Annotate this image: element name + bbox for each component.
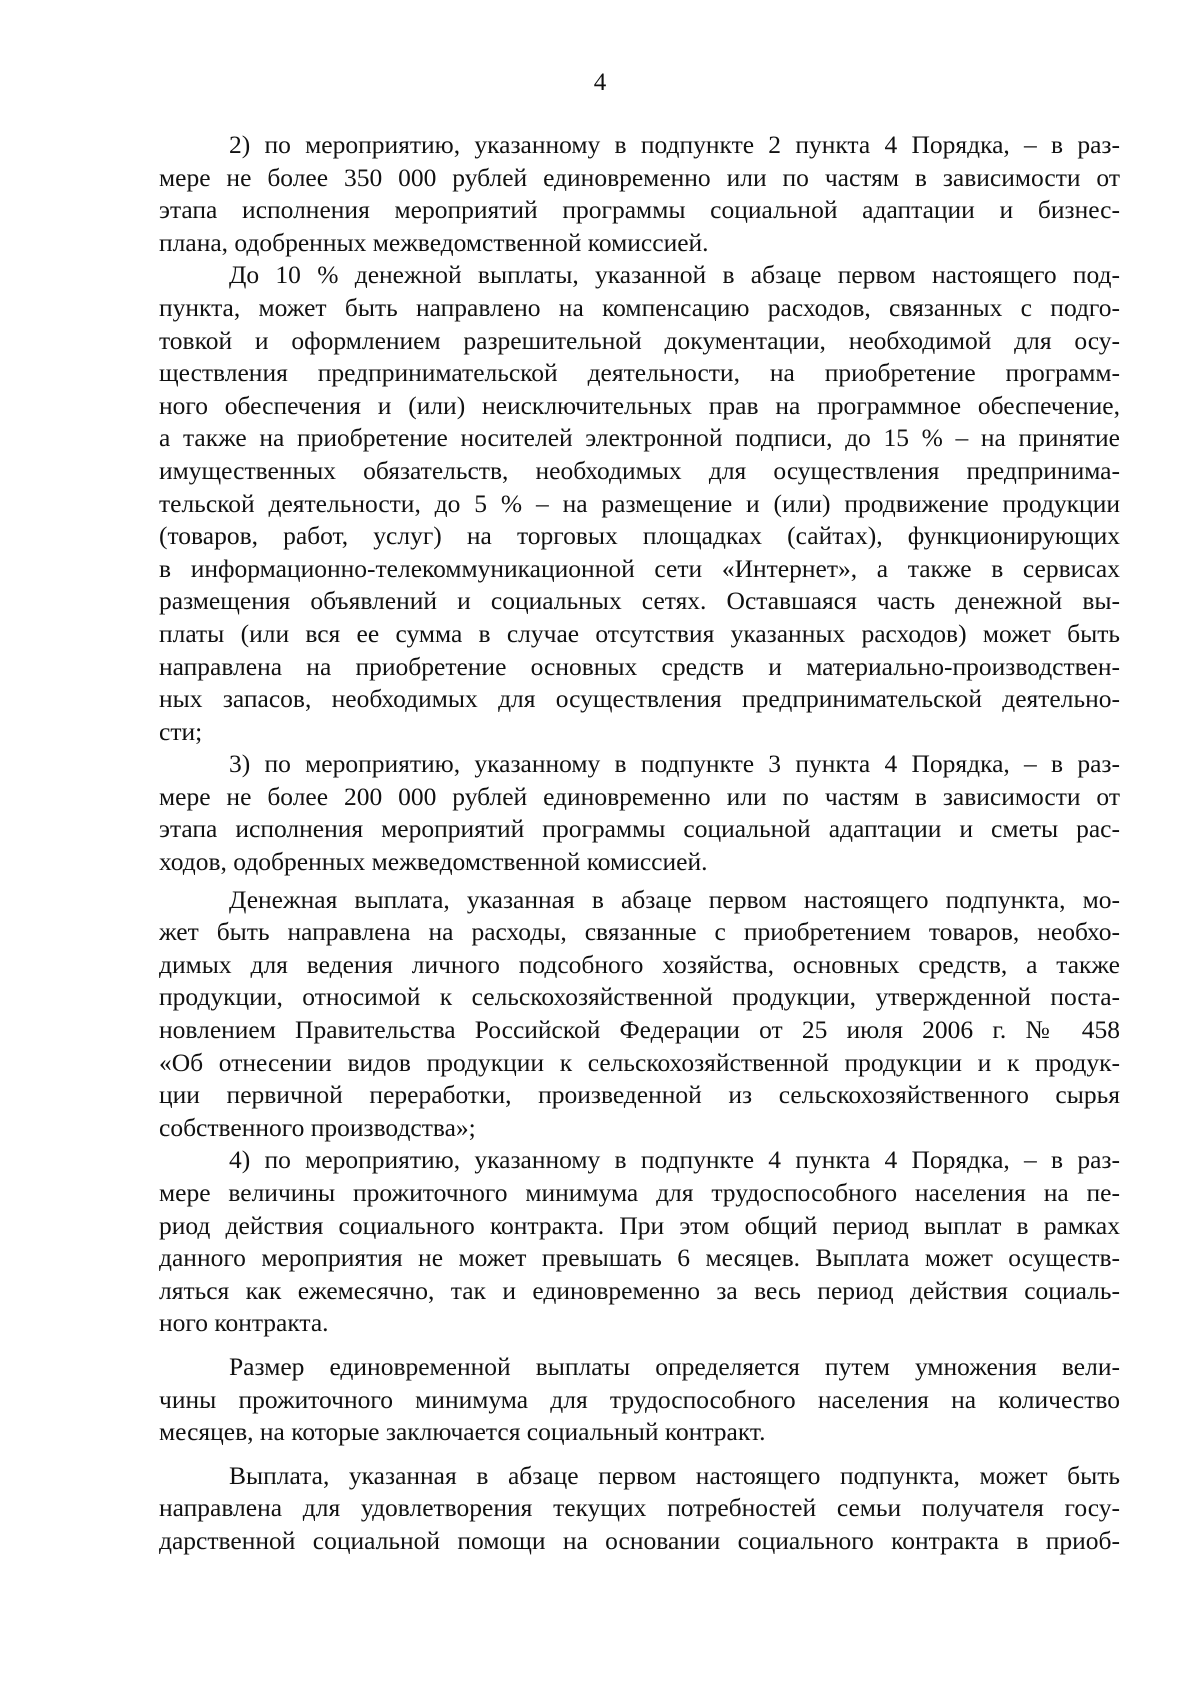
text-line: этапа исполнения мероприятий программы социальной адаптации и сметы рас- [159, 814, 1120, 844]
text-line: новлением Правительства Российской Федерации от 25 июля 2006 г. № 458 [159, 1015, 1120, 1045]
text-line: «Об отнесении видов продукции к сельскохозяйственной продукции и к продук- [159, 1047, 1120, 1077]
text-line: дарственной социальной помощи на основании социального контракта в приоб- [159, 1525, 1120, 1555]
document-body [159, 129, 1120, 1558]
paragraph-lump-sum-size [159, 1351, 1120, 1449]
text-line: чины прожиточного минимума для трудоспособного населения на количество [159, 1384, 1120, 1414]
text-line: мере не более 350 000 рублей единовременно или по частям в зависимости от [159, 162, 1120, 192]
text-line: этапа исполнения мероприятий программы социальной адаптации и бизнес- [159, 195, 1120, 225]
text-line: имущественных обязательств, необходимых для осуществления предпринима- [159, 455, 1120, 485]
text-line: жет быть направлена на расходы, связанные с приобретением товаров, необхо- [159, 917, 1120, 947]
paragraph-expense-shares [159, 259, 1120, 748]
text-line: товкой и оформлением разрешительной документации, необходимой для осу- [159, 325, 1120, 355]
text-line: До 10 % денежной выплаты, указанной в абзаце первом настоящего под- [229, 260, 1120, 290]
paragraph-agricultural-expenses [159, 884, 1120, 1145]
text-line: данного мероприятия не может превышать 6 месяцев. Выплата может осуществ- [159, 1243, 1120, 1273]
text-line: направлена для удовлетворения текущих потребностей семьи получателя госу- [159, 1493, 1120, 1523]
text-line: 4) по мероприятию, указанному в подпункте 4 пункта 4 Порядка, – в раз- [229, 1145, 1120, 1175]
text-line: ного обеспечения и (или) неисключительных прав на программное обеспечение, [159, 390, 1120, 420]
paragraph-subitem-3 [159, 748, 1120, 878]
text-line: ляться как ежемесячно, так и единовременно за весь период действия социаль- [159, 1275, 1120, 1305]
paragraph-subitem-4 [159, 1144, 1120, 1340]
paragraph-subitem-2 [159, 129, 1120, 259]
text-line: (товаров, работ, услуг) на торговых площадках (сайтах), функционирующих [159, 521, 1120, 551]
text-line: плана, одобренных межведомственной комиссией. [159, 227, 709, 257]
text-line: 3) по мероприятию, указанному в подпункте 3 пункта 4 Порядка, – в раз- [229, 749, 1120, 779]
text-line: месяцев, на которые заключается социальный контракт. [159, 1417, 766, 1447]
text-line: мере величины прожиточного минимума для трудоспособного населения на пе- [159, 1178, 1120, 1207]
text-line: ществления предпринимательской деятельности, на приобретение программ- [159, 358, 1120, 388]
text-line: ции первичной переработки, произведенной из сельскохозяйственного сырья [159, 1080, 1120, 1110]
paragraph-spacer [159, 1340, 1120, 1351]
text-line: в информационно-телекоммуникационной сети «Интернет», а также в сервисах [159, 553, 1120, 583]
paragraph-spacer [159, 1449, 1120, 1460]
text-line: продукции, относимой к сельскохозяйственной продукции, утвержденной поста- [159, 982, 1120, 1012]
text-line: направлена на приобретение основных средств и материально-производствен- [159, 651, 1120, 681]
text-line: платы (или вся ее сумма в случае отсутствия указанных расходов) может быть [159, 618, 1120, 648]
text-line: 2) по мероприятию, указанному в подпункте 2 пункта 4 Порядка, – в раз- [229, 130, 1120, 159]
text-line: размещения объявлений и социальных сетях. Оставшаяся часть денежной вы- [159, 586, 1120, 616]
paragraph-current-needs [159, 1460, 1120, 1558]
page-number: 4 [593, 69, 607, 96]
text-line: мере не более 200 000 рублей единовременно или по частям в зависимости от [159, 781, 1120, 811]
text-line: ных запасов, необходимых для осуществления предпринимательской деятельно- [159, 684, 1120, 714]
text-line: а также на приобретение носителей электронной подписи, до 15 % – на принятие [159, 423, 1120, 453]
text-line: Выплата, указанная в абзаце первом настоящего подпункта, может быть [229, 1460, 1120, 1490]
text-line: Размер единовременной выплаты определяется путем умножения вели- [229, 1351, 1120, 1381]
text-line: риод действия социального контракта. При этом общий период выплат в рамках [159, 1210, 1120, 1240]
text-line: ходов, одобренных межведомственной комиссией. [159, 847, 708, 877]
text-line: ного контракта. [159, 1308, 329, 1338]
text-line: сти; [159, 716, 203, 746]
text-line: Денежная выплата, указанная в абзаце первом настоящего подпункта, мо- [229, 884, 1120, 914]
text-line: димых для ведения личного подсобного хозяйства, основных средств, а также [159, 949, 1120, 979]
text-line: собственного производства»; [159, 1112, 476, 1142]
text-line: тельской деятельности, до 5 % – на размещение и (или) продвижение продукции [159, 488, 1120, 518]
text-line: пункта, может быть направлено на компенсацию расходов, связанных с подго- [159, 292, 1120, 322]
